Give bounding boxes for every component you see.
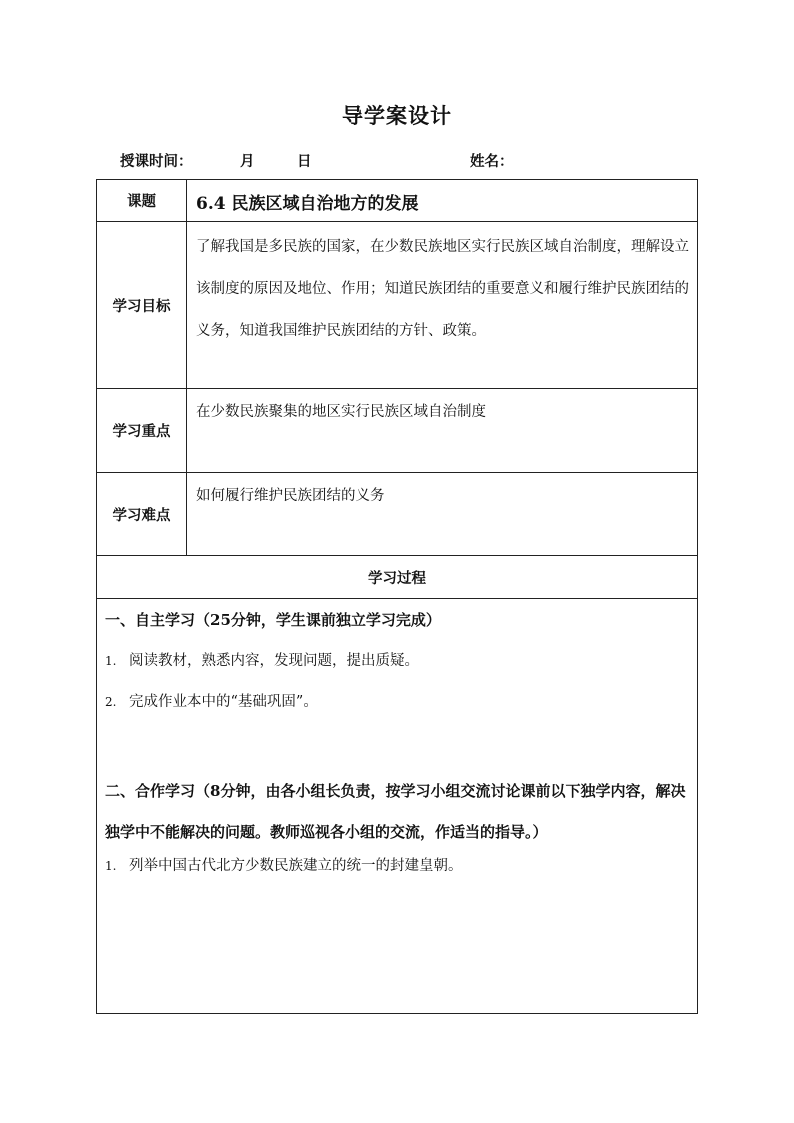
topic-value: 6.4 民族区域自治地方的发展 bbox=[187, 180, 698, 222]
lesson-plan-table bbox=[96, 179, 698, 1014]
process-heading: 学习过程 bbox=[97, 556, 698, 599]
key-points-row bbox=[97, 389, 698, 473]
lesson-time-label: 授课时间： bbox=[120, 153, 193, 170]
cooperative-study-heading: 二、合作学习（8分钟，由各小组长负责，按学习小组交流讨论课前以下独学内容，解决独学中不能解决的问题。教师巡视各小组的交流，作适当的指导。） bbox=[105, 781, 686, 841]
list-item-text: 完成作业本中的“基础巩固”。 bbox=[129, 694, 318, 711]
list-item-number: 1. bbox=[105, 654, 117, 668]
process-body bbox=[97, 599, 698, 1014]
self-study-heading: 一、自主学习（25分钟，学生课前独立学习完成） bbox=[105, 611, 441, 629]
process-body-row bbox=[97, 599, 698, 1014]
document-title: 导学案设计 bbox=[342, 103, 452, 128]
list-item-text: 阅读教材，熟悉内容，发现问题，提出质疑。 bbox=[129, 653, 419, 669]
difficulties-value: 如何履行维护民族团结的义务 bbox=[187, 473, 698, 556]
key-points-value: 在少数民族聚集的地区实行民族区域自治制度 bbox=[187, 389, 698, 473]
objectives-value: 了解我国是多民族的国家，在少数民族地区实行民族区域自治制度，理解设立该制度的原因及地位、作用；知道民族团结的重要意义和履行维护民族团结的义务，知道我国维护民族团结的方针、政策。 bbox=[187, 222, 698, 389]
list-item bbox=[105, 692, 691, 712]
process-heading-row bbox=[97, 556, 698, 599]
student-name-label: 姓名： bbox=[470, 153, 514, 170]
day-label: 日 bbox=[297, 153, 312, 170]
difficulties-label: 学习难点 bbox=[97, 473, 187, 556]
list-item bbox=[105, 651, 691, 671]
difficulties-row bbox=[97, 473, 698, 556]
topic-label: 课题 bbox=[97, 180, 187, 222]
list-item-text: 列举中国古代北方少数民族建立的统一的封建皇朝。 bbox=[129, 858, 463, 875]
objectives-row bbox=[97, 222, 698, 389]
month-label: 月 bbox=[240, 153, 255, 170]
list-item bbox=[105, 856, 691, 876]
objectives-label: 学习目标 bbox=[97, 222, 187, 389]
list-item-number: 1. bbox=[105, 859, 117, 874]
topic-row bbox=[97, 180, 698, 222]
list-item-number: 2. bbox=[105, 695, 117, 710]
key-points-label: 学习重点 bbox=[97, 389, 187, 473]
